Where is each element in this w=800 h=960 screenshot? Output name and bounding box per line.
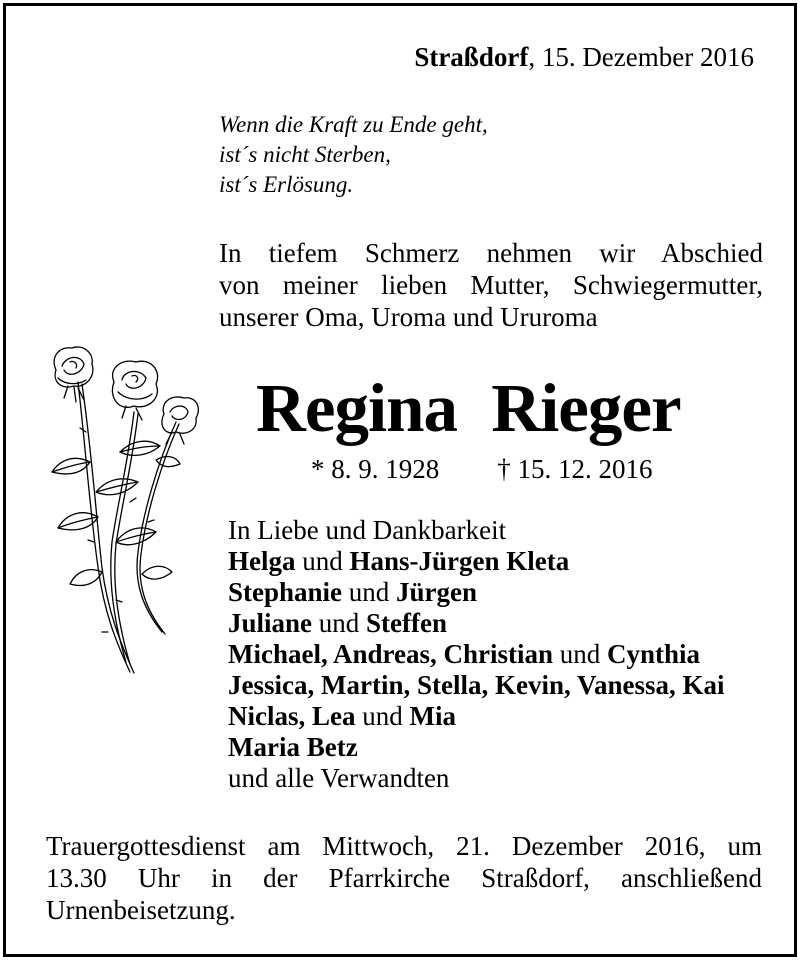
family-line <box>228 701 725 732</box>
dateline <box>414 40 754 74</box>
family-names: Stephanie <box>228 577 343 607</box>
family-names: Juliane <box>228 608 313 638</box>
family-line <box>228 670 725 701</box>
family-names: Steffen <box>366 608 448 638</box>
family-line <box>228 732 725 763</box>
death-date: † 15. 12. 2016 <box>497 454 653 484</box>
family-names: Jürgen <box>396 577 478 607</box>
conjunction: und <box>553 639 608 669</box>
farewell-intro <box>219 237 763 333</box>
conjunction: und <box>342 577 397 607</box>
conjunction: und <box>295 546 350 576</box>
poem-verse <box>219 110 488 200</box>
conjunction: und <box>312 608 367 638</box>
mourners-opening: In Liebe und Dankbarkeit <box>228 515 507 545</box>
family-names: Niclas, Lea <box>228 701 356 731</box>
life-dates <box>311 453 653 485</box>
mourners-list <box>228 515 725 794</box>
family-names: Michael, Andreas, Christian <box>228 639 554 669</box>
family-names: Maria Betz <box>228 732 358 762</box>
intro-line: von meiner lieben Mutter, Schwiegermutter, <box>219 270 763 300</box>
intro-line: unserer Oma, Uroma und Ururoma <box>219 302 598 332</box>
service-line: Trauergottesdienst am Mittwoch, 21. Dezember 2016, um <box>46 831 762 861</box>
birth-date: * 8. 9. 1928 <box>311 454 440 484</box>
family-line <box>228 639 725 670</box>
family-names: Mia <box>409 701 456 731</box>
conjunction: und <box>355 701 410 731</box>
family-names: Helga <box>228 546 296 576</box>
family-line <box>228 608 725 639</box>
service-line: 13.30 Uhr in der Pfarrkirche Straßdorf, anschließend <box>46 863 762 893</box>
notice-date: , 15. Dezember 2016 <box>528 42 754 72</box>
funeral-service-info <box>46 830 762 926</box>
intro-line: In tiefem Schmerz nehmen wir Abschied <box>219 238 763 268</box>
family-line <box>228 546 725 577</box>
obituary-notice <box>3 3 797 957</box>
rose-bouquet-icon <box>38 342 203 682</box>
family-names: Cynthia <box>607 639 701 669</box>
poem-line: ist´s Erlösung. <box>219 172 354 197</box>
poem-line: Wenn die Kraft zu Ende geht, <box>219 112 488 137</box>
family-names: Jessica, Martin, Stella, Kevin, Vanessa, Kai <box>228 670 725 700</box>
family-names: Hans-Jürgen Kleta <box>349 546 570 576</box>
deceased-name: Regina Rieger <box>256 370 681 446</box>
mourners-closing: und alle Verwandten <box>228 763 450 793</box>
place-name: Straßdorf <box>414 42 529 72</box>
service-line: Urnenbeisetzung. <box>46 895 236 925</box>
poem-line: ist´s nicht Sterben, <box>219 142 391 167</box>
family-line <box>228 577 725 608</box>
